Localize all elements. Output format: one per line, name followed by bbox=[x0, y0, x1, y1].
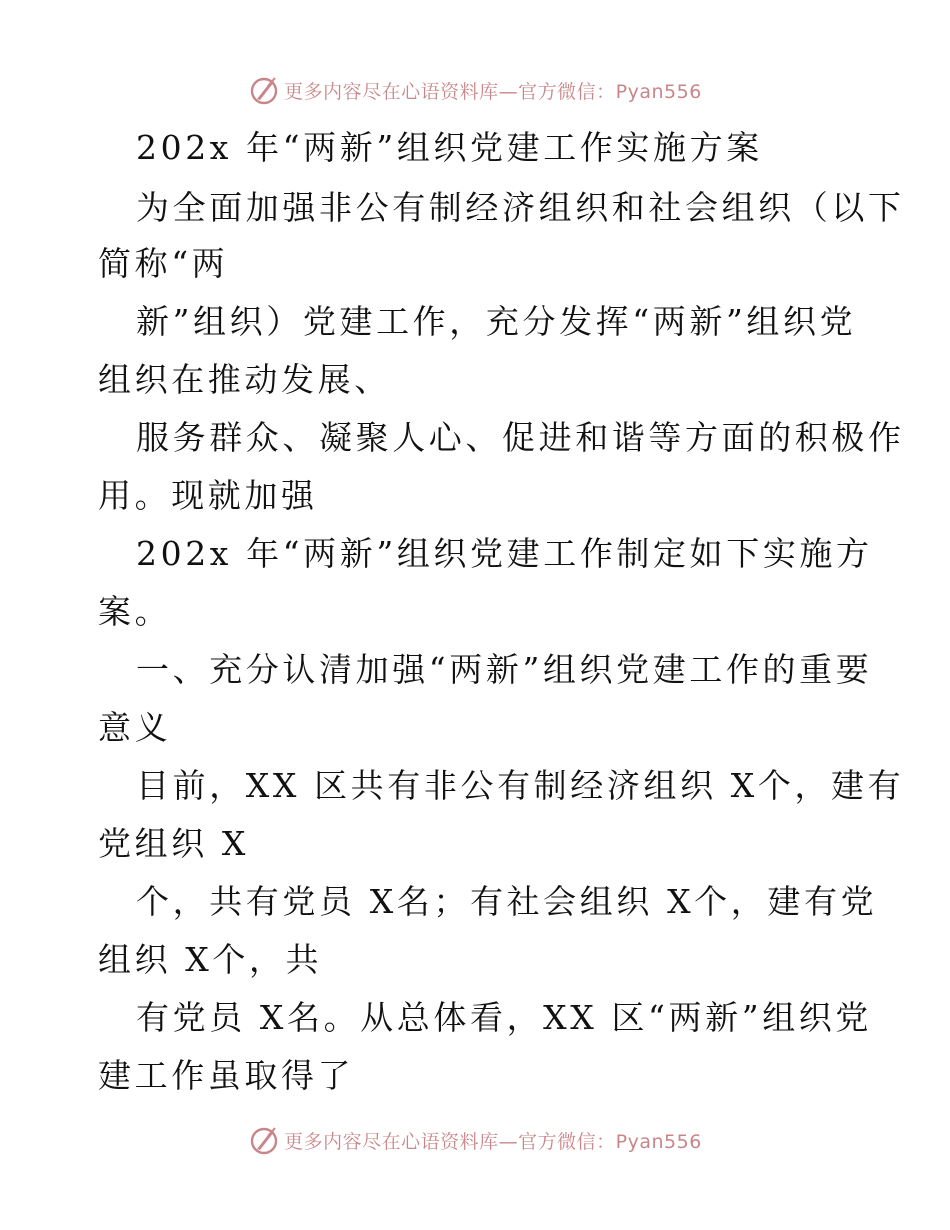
paragraph-line: 党组织 X bbox=[98, 824, 249, 863]
paragraph-line: 组织 X个，共 bbox=[98, 940, 323, 979]
quill-pen-circle-icon bbox=[248, 1124, 280, 1156]
paragraph-line: 服务群众、凝聚人心、促进和谐等方面的积极作 bbox=[136, 418, 905, 457]
paragraph-line: 用。现就加强 bbox=[98, 476, 318, 515]
paragraph-line: 目前，XX 区共有非公有制经济组织 X个，建有 bbox=[136, 766, 905, 805]
paragraph-line: 202x 年“两新”组织党建工作制定如下实施方 bbox=[136, 534, 873, 573]
paragraph-line: 简称“两 bbox=[98, 244, 229, 283]
section-heading: 一、充分认清加强“两新”组织党建工作的重要 bbox=[136, 650, 873, 689]
paragraph-line: 建工作虽取得了 bbox=[98, 1056, 355, 1095]
watermark-text: 更多内容尽在心语资料库—官方微信：Pyan556 bbox=[284, 80, 702, 103]
paragraph-line: 组织在推动发展、 bbox=[98, 360, 391, 399]
document-title: 202x 年“两新”组织党建工作实施方案 bbox=[136, 128, 763, 167]
footer-watermark bbox=[0, 1120, 950, 1160]
paragraph-line: 个，共有党员 X名；有社会组织 X个，建有党 bbox=[136, 882, 878, 921]
watermark-text: 更多内容尽在心语资料库—官方微信：Pyan556 bbox=[284, 1130, 702, 1153]
paragraph-line: 有党员 X名。从总体看，XX 区“两新”组织党 bbox=[136, 998, 872, 1037]
section-heading-continued: 意义 bbox=[98, 708, 172, 747]
paragraph-line: 为全面加强非公有制经济组织和社会组织（以下 bbox=[136, 188, 905, 227]
paragraph-line: 新”组织）党建工作，充分发挥“两新”组织党 bbox=[136, 302, 857, 341]
paragraph-line: 案。 bbox=[98, 592, 172, 631]
